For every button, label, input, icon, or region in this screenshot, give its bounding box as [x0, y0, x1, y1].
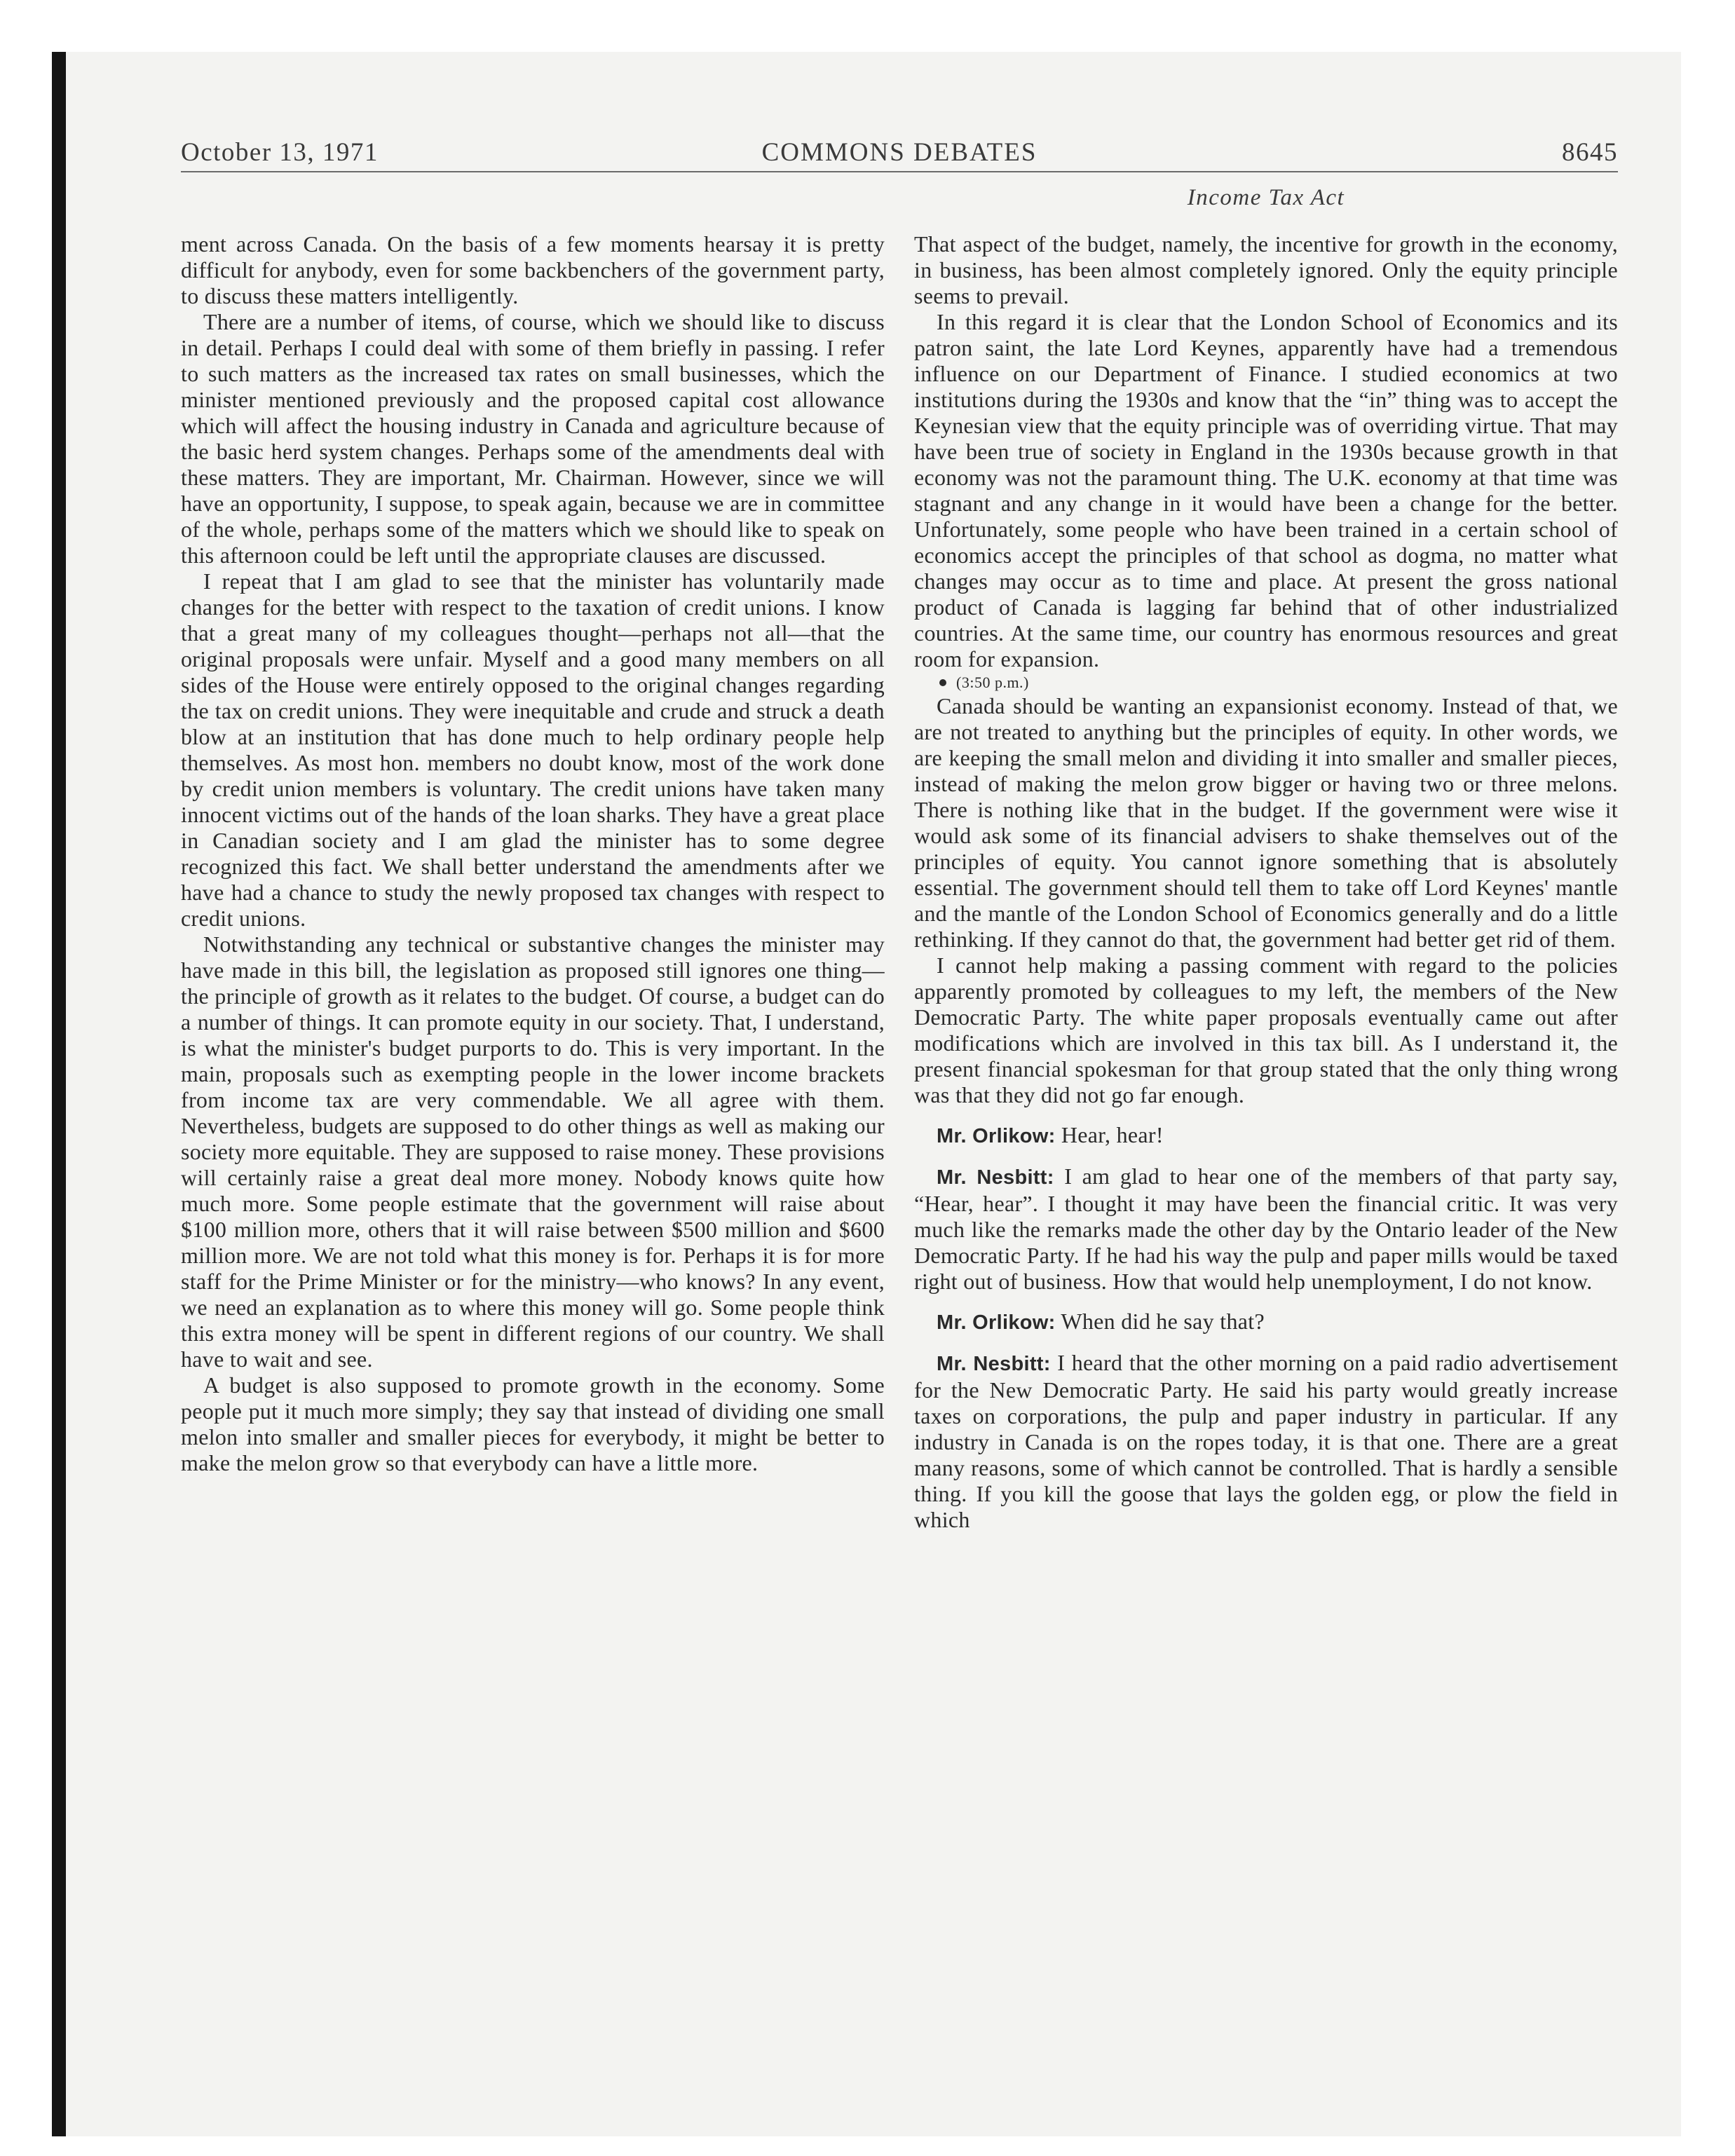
speech-entry: [914, 1309, 1618, 1336]
speech-text: When did he say that?: [1061, 1309, 1265, 1334]
speech-entry: [914, 1164, 1618, 1295]
speech-entry: [914, 1122, 1618, 1149]
speaker-name: Mr. Nesbitt:: [937, 1353, 1051, 1375]
paragraph: A budget is also supposed to promote growth in the economy. Some people put it much more simply; they say that instead of dividing one small melon into smaller and smaller pieces for everybody, it might be better to make the melon grow so that everybody can have a little more.: [181, 1372, 885, 1475]
left-column: [181, 231, 885, 1476]
scan-border: [52, 52, 66, 2136]
speech-entry: [914, 1350, 1618, 1533]
time-marker: [914, 672, 1618, 693]
page-number: 8645: [1562, 138, 1618, 167]
speech-text: Hear, hear!: [1061, 1122, 1164, 1147]
speech-text: I am glad to hear one of the members of that party say, “Hear, hear”. I thought it may have been the financial critic. It was very much like the remarks made the other day by the Ontario leader of the New Democratic Party. If he had his way the pulp and paper mills would be taxed right out of business. How that would help unemployment, I do not know.: [914, 1164, 1619, 1294]
right-column: [914, 231, 1618, 1533]
header-date: October 13, 1971: [181, 138, 379, 167]
running-header: [181, 137, 1618, 172]
paragraph: ment across Canada. On the basis of a few moments hearsay it is pretty difficult for anybody, even for some backbenchers of the government party, to discuss these matters intelligently.: [181, 231, 885, 308]
paragraph: Canada should be wanting an expansionist economy. Instead of that, we are not treated to anything but the principles of equity. In other words, we are keeping the small melon and dividing it into smaller and smaller pieces, instead of making the melon grow bigger or having two or three melons. There is nothing like that in the budget. If the government were wise it would ask some of its financial advisers to shake themselves out of the principles of equity. You cannot ignore something that is absolutely essential. The government should tell them to take off Lord Keynes' mantle and the mantle of the London School of Economics generally and do a little rethinking. If they cannot do that, the government had better get rid of them.: [914, 693, 1618, 952]
speaker-name: Mr. Orlikow:: [937, 1125, 1056, 1147]
paragraph: That aspect of the budget, namely, the incentive for growth in the economy, in business, has been almost completely ignored. Only the equity principle seems to prevail.: [914, 231, 1618, 308]
paragraph: In this regard it is clear that the London School of Economics and its patron saint, the late Lord Keynes, apparently have had a tremendous influence on our Department of Finance. I studied economics at two institutions during the 1930s and know that the “in” thing was to accept the Keynesian view that the equity principle was of overriding virtue. That may have been true of society in England in the 1930s because growth in that economy was not the paramount thing. The U.K. economy at that time was stagnant and any change in it would have been a change for the better. Unfortunately, some people who have been trained in a certain school of economics accept the principles of that school as dogma, no matter what changes may occur as to time and place. At present the gross national product of Canada is lagging far behind that of other industrialized countries. At the same time, our country has enormous resources and great room for expansion.: [914, 309, 1618, 671]
publication-title: COMMONS DEBATES: [761, 138, 1037, 167]
speech-text: I heard that the other morning on a paid radio advertisement for the New Democratic Party. He said his party would greatly increase taxes on corporations, the pulp and paper industry in particular. If any industry in Canada is on the ropes today, it is that one. There are a great many reasons, some of which cannot be controlled. That is hardly a sensible thing. If you kill the goose that lays the golden egg, or plow the field in which: [914, 1350, 1619, 1532]
bullet-icon: [939, 679, 946, 686]
paragraph: There are a number of items, of course, which we should like to discuss in detail. Perhaps I could deal with some of them briefly in passing. I refer to such matters as the increased tax rates on small businesses, which the minister mentioned previously and the proposed capital cost allowance which will affect the housing industry in Canada and agriculture because of the basic herd system changes. Perhaps some of the amendments deal with these matters. They are important, Mr. Chairman. However, since we will have an opportunity, I suppose, to speak again, because we are in committee of the whole, perhaps some of the matters which we should like to speak on this afternoon could be left until the appropriate clauses are discussed.: [181, 309, 885, 568]
paragraph: Notwithstanding any technical or substantive changes the minister may have made in this bill, the legislation as proposed still ignores one thing—the principle of growth as it relates to the budget. Of course, a budget can do a number of things. It can promote equity in our society. That, I understand, is what the minister's budget purports to do. This is very important. In the main, proposals such as exempting people in the lower income brackets from income tax are very commendable. We all agree with them. Nevertheless, budgets are supposed to do other things as well as making our society more equitable. They are supposed to raise money. These provisions will certainly raise a great deal more money. Nobody knows quite how much more. Some people estimate that the government will raise about $100 million more, others that it will raise between $500 million and $600 million more. We are not told what this money is for. Perhaps it is for more staff for the Prime Minister or for the ministry—who knows? In any event, we need an explanation as to where this money will go. Some people think this extra money will be spent in different regions of our country. We shall have to wait and see.: [181, 932, 885, 1372]
speaker-name: Mr. Orlikow:: [937, 1311, 1056, 1334]
paragraph: I repeat that I am glad to see that the minister has voluntarily made changes for the better with respect to the taxation of credit unions. I know that a great many of my colleagues thought—perhaps not all—that the original proposals were unfair. Myself and a good many members on all sides of the House were entirely opposed to the original changes regarding the tax on credit unions. They were inequitable and crude and struck a death blow at an institution that has done much to help ordinary people help themselves. As most hon. members no doubt know, most of the work done by credit union members is voluntary. The credit unions have taken many innocent victims out of the hands of the loan sharks. They have a great place in Canadian society and I am glad the minister has to some degree recognized this fact. We shall better understand the amendments after we have had a chance to study the newly proposed tax changes with respect to credit unions.: [181, 568, 885, 931]
speaker-name: Mr. Nesbitt:: [937, 1166, 1054, 1189]
paragraph: I cannot help making a passing comment with regard to the policies apparently promoted by colleagues to my left, the members of the New Democratic Party. The white paper proposals eventually came out after modifications which are involved in this tax bill. As I understand it, the present financial spokesman for that group stated that the only thing wrong was that they did not go far enough.: [914, 953, 1618, 1107]
section-subheading: Income Tax Act: [1187, 185, 1345, 210]
timestamp-text: (3:50 p.m.): [956, 674, 1029, 691]
